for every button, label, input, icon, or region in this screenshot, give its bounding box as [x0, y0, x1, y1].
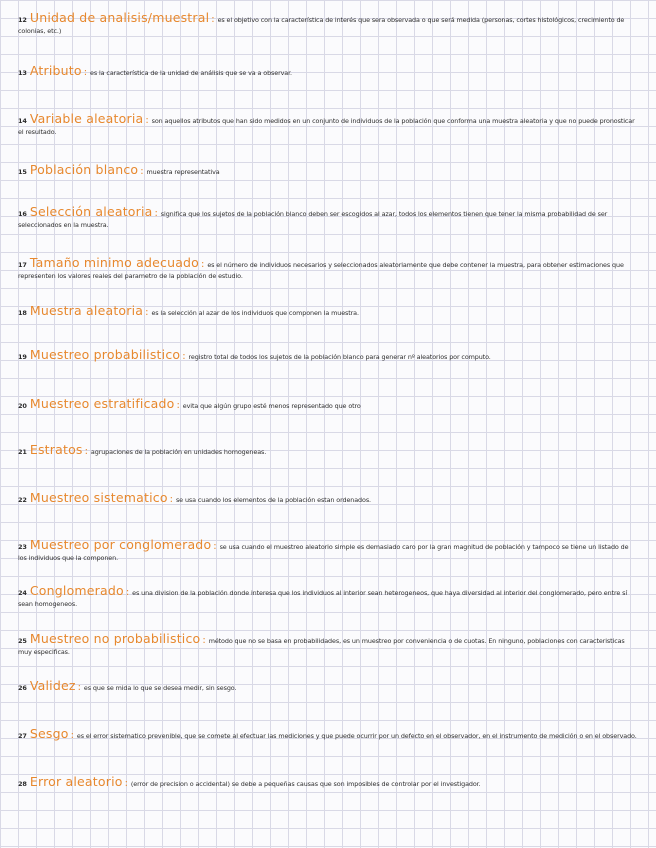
entry-number: 16 — [18, 210, 27, 218]
entry-term: Población blanco — [29, 162, 139, 177]
entry-term: Unidad de analisis/muestral — [29, 10, 210, 25]
entry-number: 24 — [18, 589, 27, 597]
colon: : — [83, 67, 87, 78]
entry-term: Sesgo — [29, 726, 69, 741]
entry-term: Muestreo sistematico — [29, 490, 168, 505]
entry-definition: es la selección al azar de los individuos que componen la muestra. — [151, 309, 359, 317]
entry-number: 21 — [18, 448, 27, 456]
entry-17 — [18, 257, 638, 282]
entry-definition: método que no se basa en probabilidades, es un muestreo por conveniencia o de cuotas. En ninguno, poblaciones con caracteristicas muy especificas. — [18, 637, 625, 656]
entry-term: Estratos — [29, 442, 83, 457]
entry-definition: es el error sistematico prevenible, que se comete al efectuar las mediciones y que puede ocurrir por un defecto en el observador, en el instrumento de medición o en el observado. — [76, 732, 637, 740]
colon: : — [202, 635, 206, 646]
entry-definition: es que se mida lo que se desea medir, sin sesgo. — [83, 684, 237, 692]
entry-19 — [18, 349, 638, 363]
entry-number: 20 — [18, 402, 27, 410]
entry-definition: muestra representativa — [146, 168, 220, 176]
entry-term: Atributo — [29, 63, 82, 78]
entry-term: Muestra aleatoria — [29, 303, 144, 318]
entry-27 — [18, 728, 638, 742]
entry-number: 19 — [18, 353, 27, 361]
entry-definition: es una division de la población donde interesa que los individuos al interior sean heterogeneos, que haya diversidad al interior del conglomerado, pero entre sí sean homogeneos. — [18, 589, 627, 608]
entry-number: 27 — [18, 732, 27, 740]
entry-definition: es el número de individuos necesarios y seleccionados aleatoriamente que debe contener la muestra, para obtener estimaciones que representen los valores reales del parametro de la población de estudio. — [18, 261, 624, 280]
entry-definition: es la característica de la unidad de análisis que se va a observar. — [90, 69, 292, 77]
entry-28 — [18, 776, 638, 790]
entry-number: 26 — [18, 684, 27, 692]
entry-definition: evita que algún grupo esté menos representado que otro — [182, 402, 361, 410]
entry-number: 17 — [18, 261, 27, 269]
entry-25 — [18, 633, 638, 658]
entry-definition: se usa cuando los elementos de la población estan ordenados. — [175, 496, 371, 504]
entry-term: Variable aleatoria — [29, 111, 144, 126]
colon: : — [176, 400, 180, 411]
entry-15 — [18, 164, 638, 178]
entry-term: Conglomerado — [29, 583, 124, 598]
entry-definition: significa que los sujetos de la población blanco deben ser escogidos al azar, todos los elementos tienen que tener la misma probabilidad de ser seleccionados en la muestra. — [18, 210, 608, 229]
entry-term: Muestreo por conglomerado — [29, 537, 212, 552]
colon: : — [211, 14, 215, 25]
entry-term: Error aleatorio — [29, 774, 123, 789]
entry-14 — [18, 113, 638, 138]
entry-number: 14 — [18, 117, 27, 125]
colon: : — [145, 115, 149, 126]
entry-term: Muestreo estratificado — [29, 396, 175, 411]
colon: : — [201, 259, 205, 270]
entry-number: 13 — [18, 69, 27, 77]
entry-number: 15 — [18, 168, 27, 176]
entry-term: Muestreo no probabilistico — [29, 631, 201, 646]
entry-number: 18 — [18, 309, 27, 317]
colon: : — [182, 351, 186, 362]
entry-definition: se usa cuando el muestreo aleatorio simple es demasiado caro por la gran magnitud de población y tampoco se tiene un listado de los individuos que la componen. — [18, 543, 629, 562]
colon: : — [213, 541, 217, 552]
entry-term: Muestreo probabilistico — [29, 347, 181, 362]
colon: : — [77, 682, 81, 693]
entry-number: 28 — [18, 780, 27, 788]
colon: : — [169, 494, 173, 505]
entry-12 — [18, 12, 638, 37]
entry-definition: registro total de todos los sujetos de la población blanco para generar nº aleatorios por computo. — [188, 353, 491, 361]
entry-24 — [18, 585, 638, 610]
colon: : — [140, 166, 144, 177]
entry-13 — [18, 65, 638, 79]
entry-16 — [18, 206, 638, 231]
entry-number: 12 — [18, 16, 27, 24]
entry-definition: son aquellos atributos que han sido medidos en un conjunto de individuos de la población que conforma una muestra aleatoria y que no puede pronosticar el resultado. — [18, 117, 635, 136]
entry-term: Validez — [29, 678, 76, 693]
entry-22 — [18, 492, 638, 506]
entry-20 — [18, 398, 638, 412]
entry-term: Selección aleatoria — [29, 204, 153, 219]
colon: : — [145, 307, 149, 318]
entry-definition: es el objetivo con la característica de interés que sera observada o que será medida (personas, cortes histológicos, crecimiento de colonias, etc.) — [18, 16, 625, 35]
entry-21 — [18, 444, 638, 458]
entry-term: Tamaño minimo adecuado — [29, 255, 200, 270]
colon: : — [125, 587, 130, 598]
entry-26 — [18, 680, 638, 694]
entry-number: 25 — [18, 637, 27, 645]
entry-number: 22 — [18, 496, 27, 504]
entry-23 — [18, 539, 638, 564]
colon: : — [70, 730, 74, 741]
entry-number: 23 — [18, 543, 27, 551]
entry-definition: (error de precision o accidental) se debe a pequeñas causas que son imposibles de controlar por el investigador. — [130, 780, 481, 788]
entry-18 — [18, 305, 638, 319]
colon: : — [154, 208, 158, 219]
colon: : — [124, 778, 128, 789]
colon: : — [84, 446, 88, 457]
entry-definition: agrupaciones de la población en unidades homogeneas. — [90, 448, 267, 456]
